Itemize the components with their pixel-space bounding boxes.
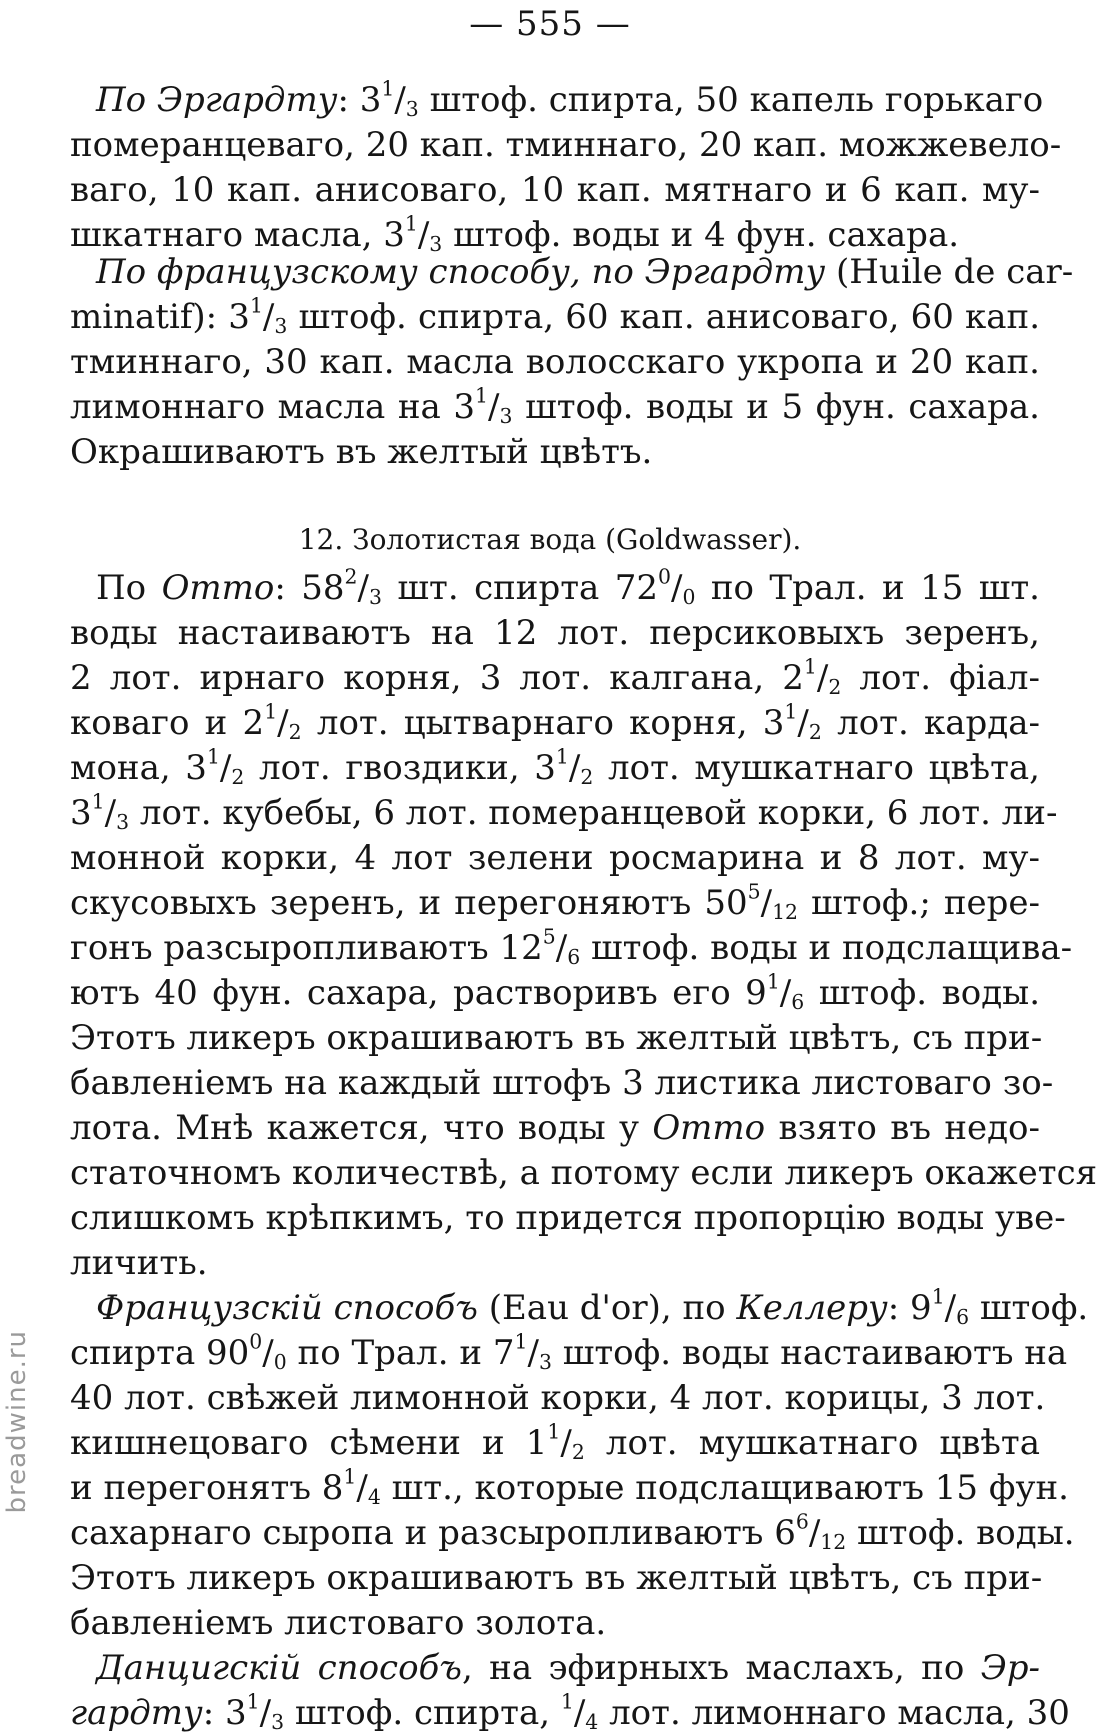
text-line: коваго и $2^1/_2$ лот. цытварнаго корня, $3^1/_2$ лот. карда- — [70, 699, 1040, 745]
text-line: слишкомъ крѣпкимъ, то придется пропорцію воды уве- — [70, 1198, 1066, 1238]
text-line: Французскій способъ (Eau d'or), по Келлеру: $9^1/_6$ штоф. — [96, 1284, 1089, 1330]
text-line: По Отто: $58^2/_3$ шт. спирта $72^0/_0$ по Трал. и 15 шт. — [96, 564, 1040, 610]
paragraph-danzig — [70, 1646, 1070, 1736]
text-line: монной корки, 4 лот зелени росмарина и 8 лот. му- — [70, 838, 1040, 878]
text-line: гардту: $3^1/_3$ штоф. спирта, $^1/_4$ лот. лимоннаго масла, 30 — [70, 1689, 1070, 1735]
text-line: сахарнаго сыропа и разсыропливаютъ $6^6/_{12}$ штоф. воды. — [70, 1509, 1075, 1555]
text-line: По французскому способу, по Эргардту (Huile de car- — [96, 252, 1074, 292]
text-line: скусовыхъ зеренъ, и перегоняютъ $50^5/_{12}$ штоф.; пере- — [70, 879, 1040, 925]
text-line: спирта $90^0/_0$ по Трал. и $7^1/_3$ штоф. воды настаиваютъ на — [70, 1329, 1068, 1375]
text-line: Окрашиваютъ въ желтый цвѣтъ. — [70, 432, 653, 472]
text-line: minatif): $3^1/_3$ штоф. спирта, 60 кап. анисоваго, 60 кап. — [70, 293, 1041, 339]
text-line: лота. Мнѣ кажется, что воды у Отто взято въ недо- — [70, 1108, 1040, 1148]
section-heading: 12. Золотистая вода (Goldwasser). — [298, 523, 802, 556]
text-line: По Эргардту: $3^1/_3$ штоф. спирта, 50 капель горькаго — [96, 76, 1044, 122]
text-line: Этотъ ликеръ окрашиваютъ въ желтый цвѣтъ, съ при- — [70, 1558, 1043, 1598]
text-line: померанцеваго, 20 кап. тминнаго, 20 кап. можжевело- — [70, 125, 1062, 165]
text-line: тминнаго, 30 кап. масла волосскаго укропа и 20 кап. — [70, 342, 1040, 382]
text-line: воды настаиваютъ на 12 лот. персиковыхъ зеренъ, — [70, 613, 1040, 653]
paragraph-french-keller — [70, 1284, 1089, 1646]
text-line: 40 лот. свѣжей лимонной корки, 4 лот. корицы, 3 лот. — [70, 1378, 1046, 1418]
text-line: лимоннаго масла на $3^1/_3$ штоф. воды и 5 фун. сахара. — [70, 383, 1040, 429]
text-line: кишнецоваго сѣмени и $1^1/_2$ лот. мушкатнаго цвѣта — [70, 1419, 1040, 1465]
text-line: ваго, 10 кап. анисоваго, 10 кап. мятнаго и 6 кап. му- — [70, 170, 1040, 210]
text-line: Данцигскій способъ, на эфирныхъ маслахъ, по Эр- — [96, 1648, 1040, 1688]
text-line: шкатнаго масла, $3^1/_3$ штоф. воды и 4 фун. сахара. — [70, 211, 960, 257]
text-line: 2 лот. ирнаго корня, 3 лот. калгана, $2^1/_2$ лот. фіал- — [70, 654, 1040, 700]
paragraph-otto — [70, 564, 1098, 1286]
text-line: $3^1/_3$ лот. кубебы, 6 лот. померанцевой корки, 6 лот. ли- — [70, 789, 1058, 835]
text-line: Этотъ ликеръ окрашиваютъ въ желтый цвѣтъ, съ при- — [70, 1018, 1043, 1058]
text-line: личить. — [70, 1243, 208, 1283]
text-line: бавленіемъ листоваго золота. — [70, 1603, 607, 1643]
text-line: и перегонятъ $8^1/_4$ шт., которые подслащиваютъ 15 фун. — [70, 1464, 1069, 1510]
text-line: статочномъ количествѣ, а потому если ликеръ окажется — [70, 1153, 1098, 1193]
page-number: — 555 — — [469, 4, 631, 44]
paragraph-ergardt — [70, 76, 1062, 258]
paragraph-french-ergardt — [70, 250, 1074, 475]
watermark: breadwine.ru — [2, 1330, 32, 1514]
text-line: мона, $3^1/_2$ лот. гвоздики, $3^1/_2$ лот. мушкатнаго цвѣта, — [70, 744, 1040, 790]
text-line: ютъ 40 фун. сахара, растворивъ его $9^1/_6$ штоф. воды. — [70, 969, 1040, 1015]
text-line: бавленіемъ на каждый штофъ 3 листика листоваго зо- — [70, 1063, 1054, 1103]
text-line: гонъ разсыропливаютъ $12^5/_6$ штоф. воды и подслащива- — [70, 924, 1073, 970]
